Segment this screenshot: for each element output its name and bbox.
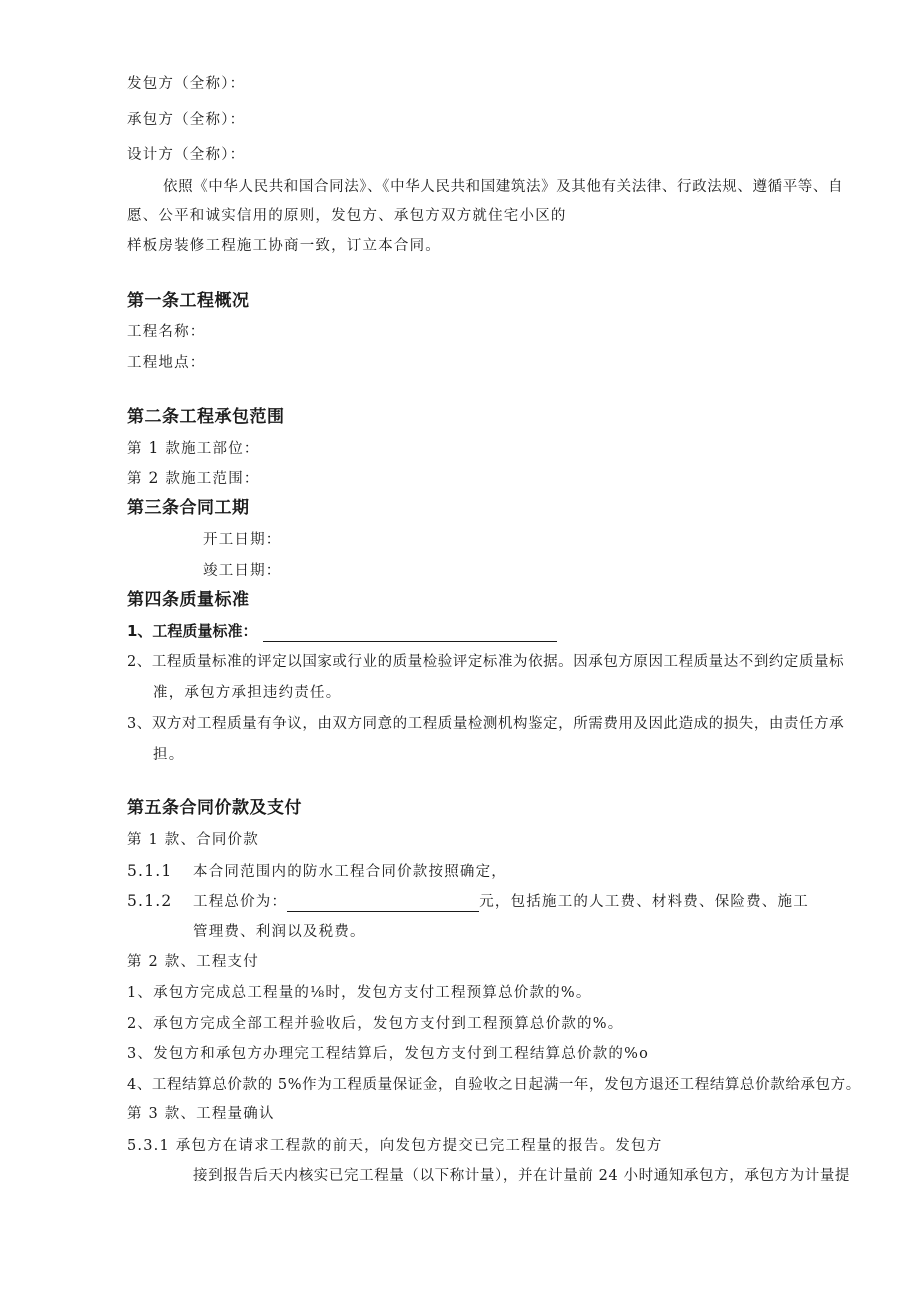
article-2-title: 第二条工程承包范围 — [127, 407, 285, 427]
designer-label: 设计方（全称）： — [127, 147, 246, 163]
total-price-blank — [287, 895, 479, 912]
intro-line-1: 依照《中华人民共和国合同法》、《中华人民共和国建筑法》及其他有关法律、行政法规、遵循平等、自 — [163, 179, 844, 195]
payment-item-3: 3、发包方和承包方办理完工程结算后，发包方支付到工程结算总价款的%o — [127, 1046, 650, 1062]
para-5-1-2: 5.1.2 工程总价为： 元，包括施工的人工费、材料费、保险费、施工 — [127, 892, 809, 910]
quality-standard-item-1: 1、工程质量标准： — [127, 620, 557, 642]
clause-1-contract-price: 第 1 款、合同价款 — [127, 832, 259, 848]
quality-item-2-line-1: 2、工程质量标准的评定以国家或行业的质量检验评定标准为依据。因承包方原因工程质量达不到约定质量标 — [127, 654, 845, 670]
clause-2-work-scope: 第 2 款施工范围： — [127, 469, 260, 487]
employer-label: 发包方（全称）： — [127, 76, 246, 92]
article-3-title: 第三条合同工期 — [127, 498, 250, 518]
article-4-title: 第四条质量标准 — [127, 590, 250, 610]
intro-line-3: 样板房装修工程施工协商一致，订立本合同。 — [127, 238, 441, 254]
contractor-label: 承包方（全称）： — [127, 112, 246, 128]
article-5-title: 第五条合同价款及支付 — [127, 798, 302, 818]
quality-standard-blank — [263, 625, 557, 642]
clause-3-quantity-confirmation: 第 3 款、工程量确认 — [127, 1106, 275, 1122]
para-5-1-2-line-2: 管理费、利润以及税费。 — [193, 924, 366, 940]
intro-line-2: 愿、公平和诚实信用的原则，发包方、承包方双方就住宅小区的 — [127, 208, 567, 224]
payment-item-4: 4、工程结算总价款的 5%作为工程质量保证金，自验收之日起满一年，发包方退还工程结算总价款给承包方。 — [127, 1077, 861, 1093]
quality-item-2-line-2: 准，承包方承担违约责任。 — [153, 685, 342, 701]
start-date-label: 开工日期： — [203, 532, 282, 548]
quality-item-3-line-1: 3、双方对工程质量有争议，由双方同意的工程质量检测机构鉴定，所需费用及因此造成的损失，由责任方承 — [127, 716, 845, 732]
para-5-3-1-line-2: 接到报告后天内核实已完工程量（以下称计量），并在计量前 24 小时通知承包方，承包方为计量提 — [193, 1168, 851, 1184]
project-site-label: 工程地点： — [127, 355, 206, 371]
para-5-1-1: 5.1.1 本合同范围内的防水工程合同价款按照确定， — [127, 862, 507, 880]
end-date-label: 竣工日期： — [203, 563, 282, 579]
payment-item-2: 2、承包方完成全部工程并验收后，发包方支付到工程预算总价款的%。 — [127, 1016, 624, 1032]
quality-item-3-line-2: 担。 — [153, 747, 185, 763]
clause-1-work-part: 第 1 款施工部位： — [127, 439, 260, 457]
project-name-label: 工程名称： — [127, 324, 206, 340]
payment-item-1: 1、承包方完成总工程量的⅛时，发包方支付工程预算总价款的%。 — [127, 985, 592, 1001]
para-5-3-1: 5.3.1 承包方在请求工程款的前天，向发包方提交已完工程量的报告。发包方 — [127, 1138, 663, 1154]
article-1-title: 第一条工程概况 — [127, 291, 250, 311]
clause-2-payment: 第 2 款、工程支付 — [127, 954, 259, 970]
